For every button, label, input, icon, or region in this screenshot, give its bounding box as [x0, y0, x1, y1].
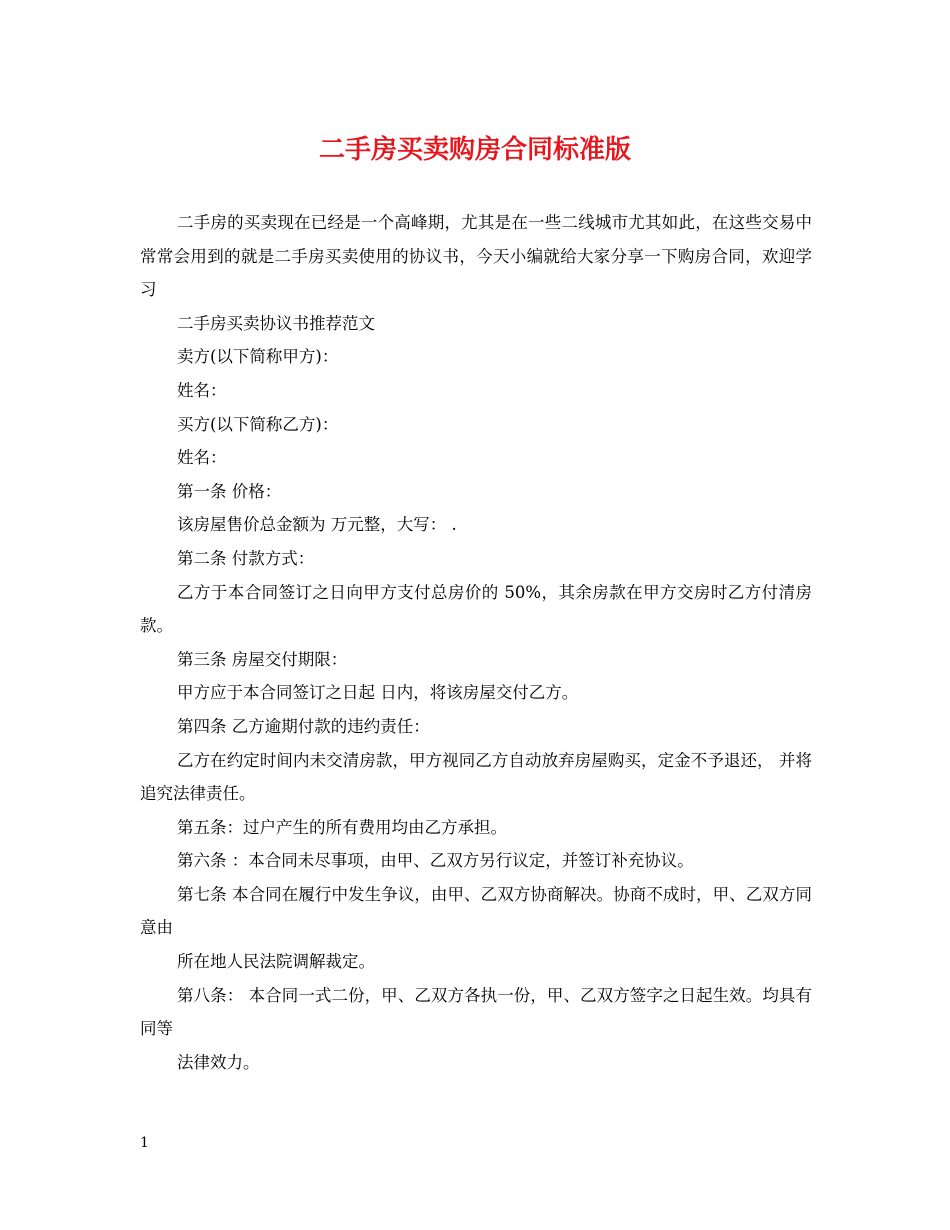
paragraph-intro: 二手房的买卖现在已经是一个高峰期，尤其是在一些二线城市尤其如此，在这些交易中常常会用到的就是二手房买卖使用的协议书，今天小编就给大家分享一下购房合同，欢迎学习 — [140, 213, 812, 300]
article-5: 第五条：过户产生的所有费用均由乙方承担。 — [177, 817, 507, 837]
paragraph-buyer-name: 姓名： — [177, 448, 227, 468]
document-title: 二手房买卖购房合同标准版 — [318, 135, 631, 165]
article-8-continued: 法律效力。 — [177, 1052, 260, 1072]
paragraph-template-heading: 二手房买卖协议书推荐范文 — [177, 313, 375, 333]
article-2-body: 乙方于本合同签订之日向甲方支付总房价的 50%，其余房款在甲方交房时乙方付清房款。 — [140, 582, 812, 636]
paragraph-seller-name: 姓名： — [177, 380, 227, 400]
document-body — [140, 206, 812, 1079]
article-4-heading: 第四条 乙方逾期付款的违约责任： — [177, 716, 430, 736]
article-6: 第六条 ：本合同未尽事项，由甲、乙双方另行议定，并签订补充协议。 — [177, 851, 694, 871]
article-2-heading: 第二条 付款方式： — [177, 548, 315, 568]
article-3-heading: 第三条 房屋交付期限： — [177, 649, 348, 669]
paragraph-buyer: 买方(以下简称乙方)： — [177, 414, 339, 434]
article-7: 第七条 本合同在履行中发生争议，由甲、乙双方协商解决。协商不成时，甲、乙双方同意由 — [140, 884, 812, 938]
article-4-body: 乙方在约定时间内未交清房款，甲方视同乙方自动放弃房屋购买，定金不予退还， 并将追究法律责任。 — [140, 750, 812, 804]
paragraph-seller: 卖方(以下简称甲方)： — [177, 347, 339, 367]
page-number: 1 — [140, 1135, 149, 1151]
article-7-continued: 所在地人民法院调解裁定。 — [177, 952, 375, 972]
article-1-body: 该房屋售价总金额为 万元整，大写： . — [177, 515, 457, 535]
article-1-heading: 第一条 价格： — [177, 481, 282, 501]
article-3-body: 甲方应于本合同签订之日起 日内，将该房屋交付乙方。 — [177, 683, 579, 703]
article-8: 第八条： 本合同一式二份，甲、乙双方各执一份，甲、乙双方签字之日起生效。均具有同等 — [140, 985, 812, 1039]
